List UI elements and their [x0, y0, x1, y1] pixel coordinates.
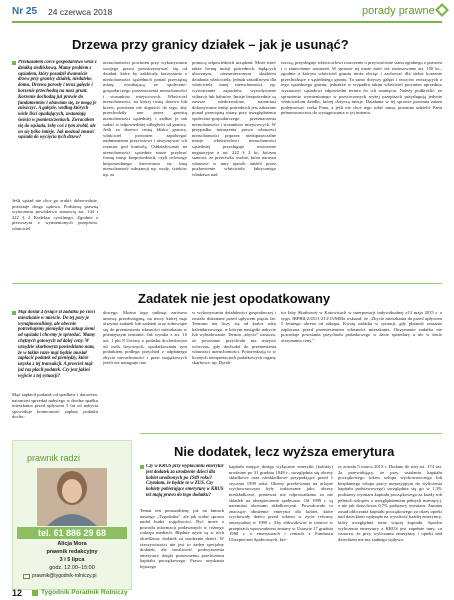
email-icon	[23, 574, 30, 579]
issue-date: 24 czerwca 2018	[48, 7, 113, 17]
article-column: ra została 5 marca 2015 r. Dodano do niej art. 174 ust. 2a przewidujący, że przy ustalaniu kapitału początkowego (okres urlopu wychowawczego lub bezpłatnego urlopu pracy nieprzyjętym do wyliczenia kapitału podstawowego) uwzględnia się go w 1,3% podstawy wymiaru kapitału początkowego za każdy rok pełnych urlopów z uwzględnieniem pełnych miesięcy), a nie jak dotychczas 0,7% podstawy wymiaru. Zmiana zasad obliczania kapitału początkowego za okres opieki nad dzieckiem wpłynęła na wysokość każdej emerytury, który uwzględnia teraz więcej kapitału. Spoobu wyliczenia emerytury z KRUS jest zupełnie inny, co oznacza, że przy wyliczaniu emerytury i opieki nad dzieckiem nie ma żadnego wpływu.	[338, 464, 442, 542]
advice-box	[12, 440, 132, 590]
article-lead-box	[12, 60, 98, 194]
lawyer-role: prawnik redakcyjny	[46, 549, 98, 555]
article-column: dowego. Można tego uniknąć zarówno umowę przedwstępną, na mocy której mąż otrzyma zadatek lub zadatek oraz zobowiąże się do przeniesienia własności mieszkania w późniejszym terminie. Jak wynika z art. 10 ust. 1 pkt 8 Ustawy o podatku dochodowym od osób fizycznych, opodatkowaniu tym podatkiem podlega przychód z odpłatnego zbycia nieruchomości i praw majątkowych jeżeli nie następuje ono	[103, 310, 187, 366]
section-label: porady prawne	[362, 5, 435, 17]
page-header	[0, 0, 454, 30]
page-footer	[0, 590, 454, 600]
article-lead: Mąż dostał 4 tysiące zł zadatku po cioci mieszkanie w mieście. Do tej pory je wynajmowaliśmy, ale obecnie potrzebujemy pieniędzy na zakup ziemi od sąsiada i chcemy je sprzedać. Mamy chętnych gotowych od dalej ceny. W urzędzie skarbowym powiedziano nam, że w takim razie mąż będzie musiał zapłacić podatek od pieniędzy, które uzyska z tej transakcji. A przecież mąż już raz płacił podatek. Czy jest jakieś wyjście z tej sytuacji?	[18, 310, 96, 379]
lawyer-name: Alicja Mora	[57, 541, 87, 547]
article-lead: Czy w KRUS przy wyplacaniu emerytur jest dodatek za urodzenie dzieci dla kobiet urodzonych po 1949 roku? Czytałam, że będzie to w ZUS. Czy kobiety pobierające emeryturę w KRUS też mają prawo do tego dodatku?	[146, 464, 224, 498]
advice-heading: prawnik radzi	[27, 453, 81, 463]
header-rule	[12, 21, 442, 23]
advice-email[interactable]: prawnik@tygodnik-rolniczy.pl	[32, 573, 97, 579]
divider	[140, 433, 442, 434]
lawyer-photo	[37, 468, 107, 526]
page-number: 12	[12, 588, 23, 598]
article-column: rzeczą, przysługuje właścicielowi roszczenie o przywrócenie stanu zgodnego z prawem i o zaniechanie naruszeń. W sprawie tej może mieć też zastosowanie art. 150 kc., zgodnie z którym właściciel gruntu może obciąć i zachować dla siebie korzenie przechodzące z sąsiedniego gruntu. To samo dotyczy gałęzi i owoców zwisających z tego sąsiedniego gruntu; jednakże w wypadku takim właściciel powinien uprzednio wyznaczyć sąsiadowi odpowiedni termin do ich usunięcia. Należy podkreślić, że sprawienie wymienionego w przytoczonych wyżej przepisach przysługują jedynie właścicielom działki, której dotyczą imisje. Działania w tej sprawie powinna zatem podejmować córka Pana, a jeśli nie chce tego robić sama, powinna udzielić Panu pełnomocnictwa do występowania w jej imieniu.	[281, 60, 442, 116]
advice-dates: 3 i 5 lipca	[59, 557, 85, 563]
advice-phone[interactable]: tel. 61 886 29 68	[17, 527, 127, 539]
section-icon	[434, 2, 450, 18]
article-column: nieruchomości powinien przy wykonywaniu swojego prawa powstrzymywać się od działań, które by zakłócały korzystanie z nieruchomości sąsiednich ponad przeciętną miarę, wynikającą ze społeczno-gospodarczego przeznaczenia nieruchomości i stosunków miejscowych. Właściciel nieruchomości, na której rosną drzewa lub krzew, powinien nie dopuścić do tego, aby przechodziły one przez granicę nieruchomości sąsiedniej, i zadbać je tak sadzić w odpowiedniej odległości od granicy. Jeśli za drzewo rosną blisko granicy, właściciel powinien zapobiegać nadmiernemu przyrostowi i utrzymywać ich rozmiar pod kontrolą. Oddziaływanie na nieruchomości sąsiednie może przybrać formę imisji bezpośrednich, czyli celowego bezpośredniego kierowania na inną nieruchomość substancji np. wody, ścieków itp. za	[103, 60, 187, 177]
advice-hours: godz. 12.00–15:00	[49, 565, 95, 571]
article-lead: Przekazałem córce gospodarstwo wraz z działką siedliskową. Mamy problem z sąsiadem, który posadził dwanaście drzew przy granicy działek, niedaleko domu. Drzewa porosły i teraz gałęzie i korzenie przechodzą na nasz grunt. Korzenie dochodzą już prawie do fundamentów i obawiam się, że mogą je zniszczyć. A gałęzie, według których wiele liści opadających, zostaniają świeżo w pomieszczeniach. Zwracałem się do sąsiada, żeby coś z tym zrobił, ale on się tylko śmieje. Jak możnaż zmusić sąsiada do wycięcia tych drzew?	[18, 60, 97, 141]
article-column: w wykonywaniu działalności gospodarczej i zostało dokonane przed upływem pięciu lat. Terminu ten liczy się od końca roku kalendarzowego, w którym nastąpiło nabycie lub wybudowanie. Termin „zbycie” oznacza, że powstanie przychodu ma miejsce wówczas, gdy dochodzi do przeniesienia własności nieruchomości. Potwierdzają to w licznych interpretacjach podatkowych organy skarbowe, np. Dyrek-	[192, 310, 276, 366]
article-column: Mąż zapłacił podatek od spadków i darowizn, natomiast sprzedaż nabytego w drodze spadku mieszkania przed upływem 5 lat od nabycia spowoduje konieczność zapłaty podatku docho-	[12, 392, 98, 420]
article-column: Jeśli sąsiad nie chce go zrobić dobrowolnie, pozostaje droga sądowa. Podstawę prawną wytoczenia powództwa stanowią art. 144 i 222 § 2 Kodeksu cywilnego. Zgodnie z pierwszym z wymienionych przepisów, właściciel	[12, 198, 98, 231]
article-title: Zadatek nie jest opodatkowany	[138, 291, 331, 306]
question-marker-icon	[12, 311, 16, 315]
article-column: kapitału mające dostęp wyłącznie emerytki (kobiety) urodzone po 31 grudnia 1948 r., uwzględnia się okresy składkowe oraz nieskładkowe przypadające przed 1 stycznia 1999 roku. Okresy przebywania na urlopie wychowawczym były traktowane jako okresy nieskładkowe, ponieważ nie odprowadzano za nie składek na ubezpieczenie społeczne. Od 1999 r. są natomiast okresami składkowymi. Powodowało to znaczące obniżenie emerytur dla kobiet, które wychowały dzieci przed rokiem w życie reformy emerytalnej w 1999 r. Aby zlikwidować te różnice w przepisach wprowadzono zmiany w Ustawie 17 grudnia 1998 r. o emeryturach i rentach z Funduszu Ubezpieczeń Społecznych, któ-	[229, 464, 333, 542]
question-marker-icon	[140, 465, 144, 469]
article-column: pomocą odpowiednich urządzeń. Może mieć także formę imisji pośrednich, będących ubocznym, niezamierzonym skutkiem działania właściciela, jednak szkodliwym dla właściciela innej nieruchomości, np. wytwarzanie zapachów, wywoływanie wibracji lub hałasów. Imisje bezpośrednie są zawsze niedozwolone, natomiast dokonywanie imisji pośrednich jest zakazane ponad przeciętną miarę przy uwzględnieniu społeczno-gospodarczego przeznaczenia nieruchomości i stosunków miejscowych. W przypadku naruszenia prawa własności nieruchomości poprzez niedopuszczalne imisje właścicielowi nieruchomości sąsiedniej przysługuje roszczenie negatoryjne z art. 222 § 2 kc, którym stanowi, że przeciwko osobie, która narusza własność w inny sposób aniżeli przez pozbawienie właściciela faktycznego władztwa nad	[192, 60, 276, 177]
issue-number: Nr 25	[12, 6, 38, 17]
publication-name: Tygodnik Poradnik Rolniczy	[41, 589, 128, 596]
article-title: Nie dodatek, lecz wyższa emerytura	[174, 444, 395, 459]
article-title: Drzewa przy granicy działek – jak je usunąć?	[72, 37, 349, 52]
article-lead-box	[12, 310, 98, 388]
question-marker-icon	[12, 61, 16, 65]
footer-logo-icon	[32, 590, 38, 596]
article-column: Temat ten poruszaliśmy już na łamach naszego „Tygodnika”, ale jak widać sprawa nadal budzi wątpliwości. Być może z powodu informacji podawanych w różnego rodzaju mediach. Błędnie użyte są w nich określenia: dodatek za urodzenie dzieci. W rzeczywistości nie jest to żaden specjalny dodatek, ale możliwość podwyższenia emerytury dzięki ponownemu przeliczeniu kapitału początkowego. Prawo uzyskania lepszego	[140, 508, 224, 569]
article-lead-box	[140, 464, 224, 504]
divider	[12, 283, 442, 284]
article-column: tor Izby Skarbowej w Katowicach w interpretacji indywidualnej z13 maja 2015 r. o sygn. IBPBII/2/4511-213/15/MMa wskazał, że „Zbycie mieszkania da przed upływem 5 letniego okresu od zakupu. Kwotę zadatku w sytuacji, gdy płatność zostanie zaplacona przed przeniesieniem własności mieszkania. Otrzymanie zadatku nie powoduje powstania przychodu podatkowego w dacie sprzedaży a nie w dacie otrzymania ceny.”	[281, 310, 442, 343]
